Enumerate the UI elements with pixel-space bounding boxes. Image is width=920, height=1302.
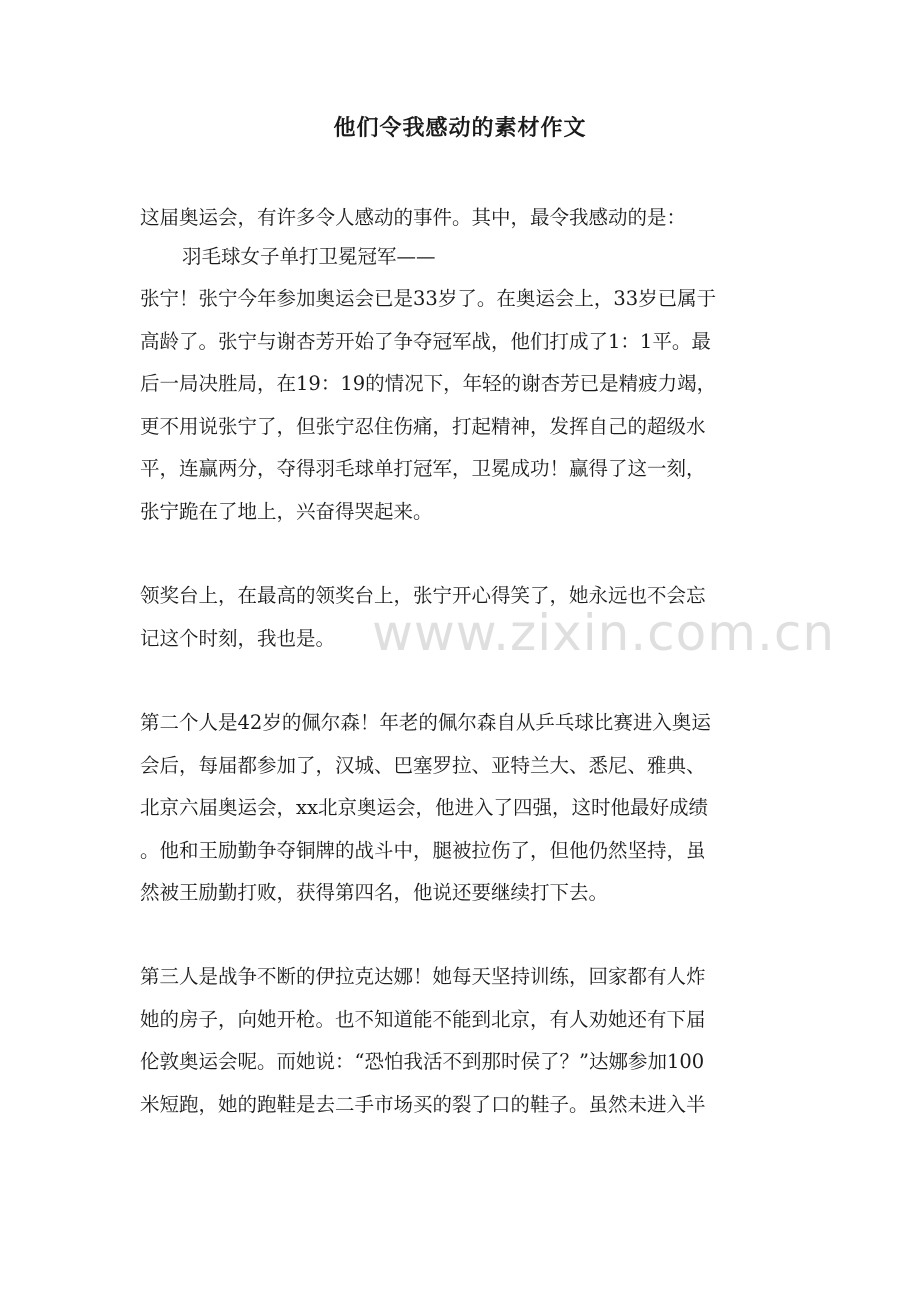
text-line: 这届奥运会，有许多令人感动的事件。其中，最令我感动的是： (140, 206, 687, 229)
text-line: 。他和王励勤争夺铜牌的战斗中，腿被拉伤了，但他仍然坚持，虽 (140, 839, 706, 862)
text-line: 米短跑，她的跑鞋是去二手市场买的裂了口的鞋子。虽然未进入半 (140, 1093, 706, 1116)
text-line: 更不用说张宁了，但张宁忍住伤痛，打起精神，发挥自己的超级水 (140, 415, 706, 438)
watermark: www.zixin.com.cn (372, 604, 836, 662)
text-line: 然被王励勤打败，获得第四名，他说还要继续打下去。 (140, 881, 609, 904)
text-line: 第三人是战争不断的伊拉克达娜！她每天坚持训练，回家都有人炸 (140, 965, 706, 988)
text-line: 张宁跪在了地上，兴奋得哭起来。 (140, 500, 433, 523)
text-line: 伦敦奥运会呢。而她说：“恐怕我活不到那时侯了？”达娜参加100 (140, 1050, 705, 1073)
text-line: 羽毛球女子单打卫冕冠军—— (182, 245, 436, 268)
text-line: 后一局决胜局，在19：19的情况下，年轻的谢杏芳已是精疲力竭， (140, 372, 717, 395)
text-line: 记这个时刻，我也是。 (140, 627, 336, 650)
document-title: 他们令我感动的素材作文 (333, 115, 587, 141)
text-line: 高龄了。张宁与谢杏芳开始了争夺冠军战，他们打成了1：1平。最 (140, 330, 711, 353)
text-line: 会后，每届都参加了，汉城、巴塞罗拉、亚特兰大、悉尼、雅典、 (140, 754, 706, 777)
text-line: 领奖台上，在最高的领奖台上，张宁开心得笑了，她永远也不会忘 (140, 584, 706, 607)
text-line: 北京六届奥运会，xx北京奥运会，他进入了四强，这时他最好成绩 (140, 796, 708, 819)
text-line: 平，连赢两分，夺得羽毛球单打冠军，卫冕成功！赢得了这一刻， (140, 457, 706, 480)
text-line: 张宁！张宁今年参加奥运会已是33岁了。在奥运会上，33岁已属于 (140, 287, 717, 310)
text-line: 她的房子，向她开枪。也不知道能不能到北京，有人劝她还有下届 (140, 1008, 706, 1031)
text-line: 第二个人是42岁的佩尔森！年老的佩尔森自从乒乓球比赛进入奥运 (140, 711, 711, 734)
